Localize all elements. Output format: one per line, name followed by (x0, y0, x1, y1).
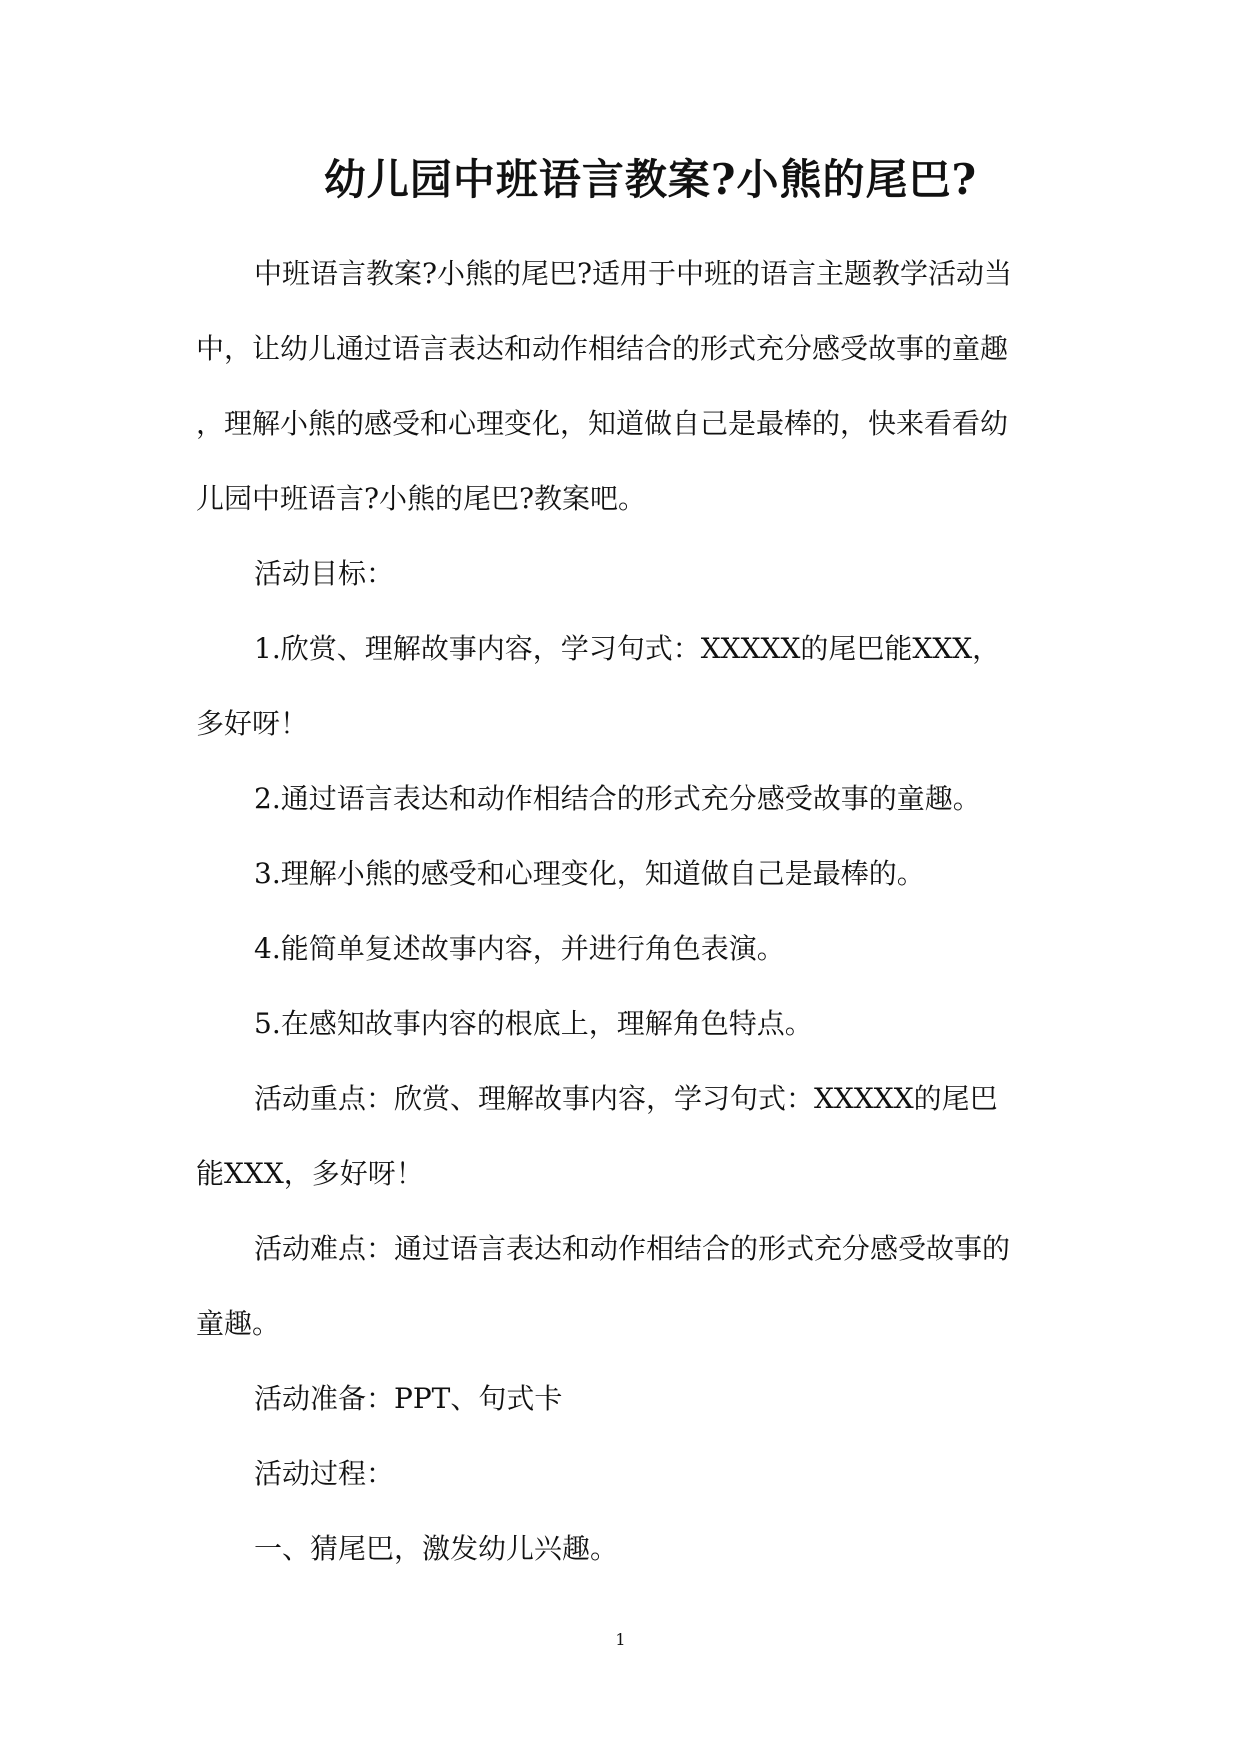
text-line: 中班语言教案?小熊的尾巴?适用于中班的语言主题教学活动当 (254, 257, 1013, 290)
document-body (196, 254, 1056, 1604)
text-line: 儿园中班语言?小熊的尾巴?教案吧。 (196, 482, 647, 515)
text-line: 4.能简单复述故事内容，并进行角色表演。 (254, 932, 785, 965)
text-line: 多好呀！ (196, 707, 309, 740)
text-line: 活动准备：PPT、句式卡 (254, 1382, 563, 1415)
text-line: 1.欣赏、理解故事内容，学习句式：XXXXX的尾巴能XXX， (254, 632, 1001, 665)
text-line: ，理解小熊的感受和心理变化，知道做自己是最棒的，快来看看幼 (196, 407, 1009, 440)
text-line: 能XXX，多好呀！ (196, 1157, 424, 1190)
text-line: 中，让幼儿通过语言表达和动作相结合的形式充分感受故事的童趣 (196, 332, 1009, 365)
page-number: 1 (615, 1630, 626, 1649)
text-line: 活动难点：通过语言表达和动作相结合的形式充分感受故事的 (254, 1232, 1011, 1265)
text-line: 2.通过语言表达和动作相结合的形式充分感受故事的童趣。 (254, 782, 981, 815)
text-line: 活动过程： (254, 1457, 395, 1490)
text-line: 活动目标： (254, 557, 395, 590)
text-line: 一、猜尾巴，激发幼儿兴趣。 (254, 1532, 619, 1565)
text-line: 3.理解小熊的感受和心理变化，知道做自己是最棒的。 (254, 857, 925, 890)
text-line: 活动重点：欣赏、理解故事内容，学习句式：XXXXX的尾巴 (254, 1082, 998, 1115)
text-line: 童趣。 (196, 1307, 281, 1340)
text-line: 5.在感知故事内容的根底上，理解角色特点。 (254, 1007, 813, 1040)
document-title: 幼儿园中班语言教案?小熊的尾巴? (323, 155, 978, 204)
